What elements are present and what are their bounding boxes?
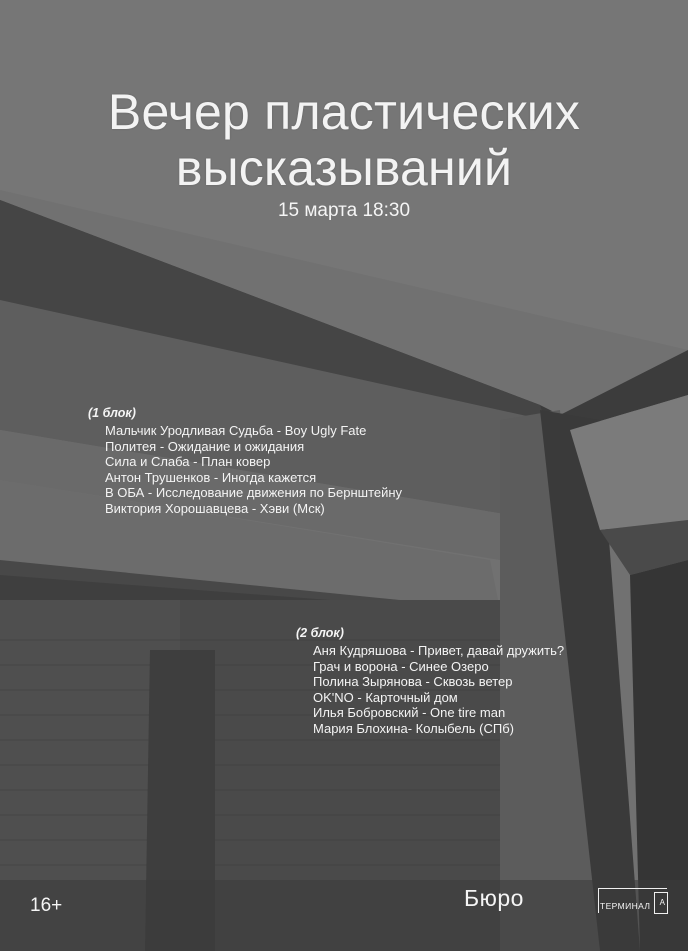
buro-logo: Бюро — [464, 885, 524, 911]
program-item: Политея - Ожидание и ожидания — [105, 438, 305, 454]
program-block-2 — [296, 626, 564, 737]
program-item: Сила и Слаба - План ковер — [105, 454, 271, 470]
program-block-1 — [88, 406, 402, 517]
terminal-logo-word: ТЕРМИНАЛ — [600, 901, 651, 911]
title-line-1: Вечер пластических — [107, 84, 581, 140]
program-item: Грач и ворона - Синее Озеро — [313, 658, 489, 674]
program-item: Мальчик Уродливая Судьба - Boy Ugly Fate — [105, 423, 367, 438]
program-item: Полина Зырянова - Сквозь ветер — [313, 674, 513, 690]
block-1-title: (1 блок) — [88, 406, 136, 420]
program-item: Антон Трушенков - Иногда кажется — [105, 469, 317, 485]
program-item: Виктория Хорошавцева - Хэви (Мск) — [105, 500, 325, 516]
terminal-logo-letter: А — [659, 898, 665, 907]
program-item: Аня Кудряшова - Привет, давай дружить? — [313, 643, 565, 658]
title-line-2: высказываний — [175, 140, 513, 196]
block-2-title: (2 блок) — [296, 626, 344, 640]
program-item: Мария Блохина- Колыбель (СПб) — [313, 720, 515, 736]
program-item: Илья Бобровский - One tire man — [313, 705, 506, 721]
event-title — [0, 84, 688, 196]
block-2-list — [296, 643, 564, 737]
program-item: OK'NO - Карточный дом — [313, 689, 458, 705]
program-item: В ОБА - Исследование движения по Бернштейну — [105, 485, 403, 501]
age-rating: 16+ — [30, 895, 63, 916]
terminal-logo — [598, 888, 668, 914]
block-1-list — [88, 423, 402, 517]
event-datetime: 15 марта 18:30 — [277, 200, 411, 221]
